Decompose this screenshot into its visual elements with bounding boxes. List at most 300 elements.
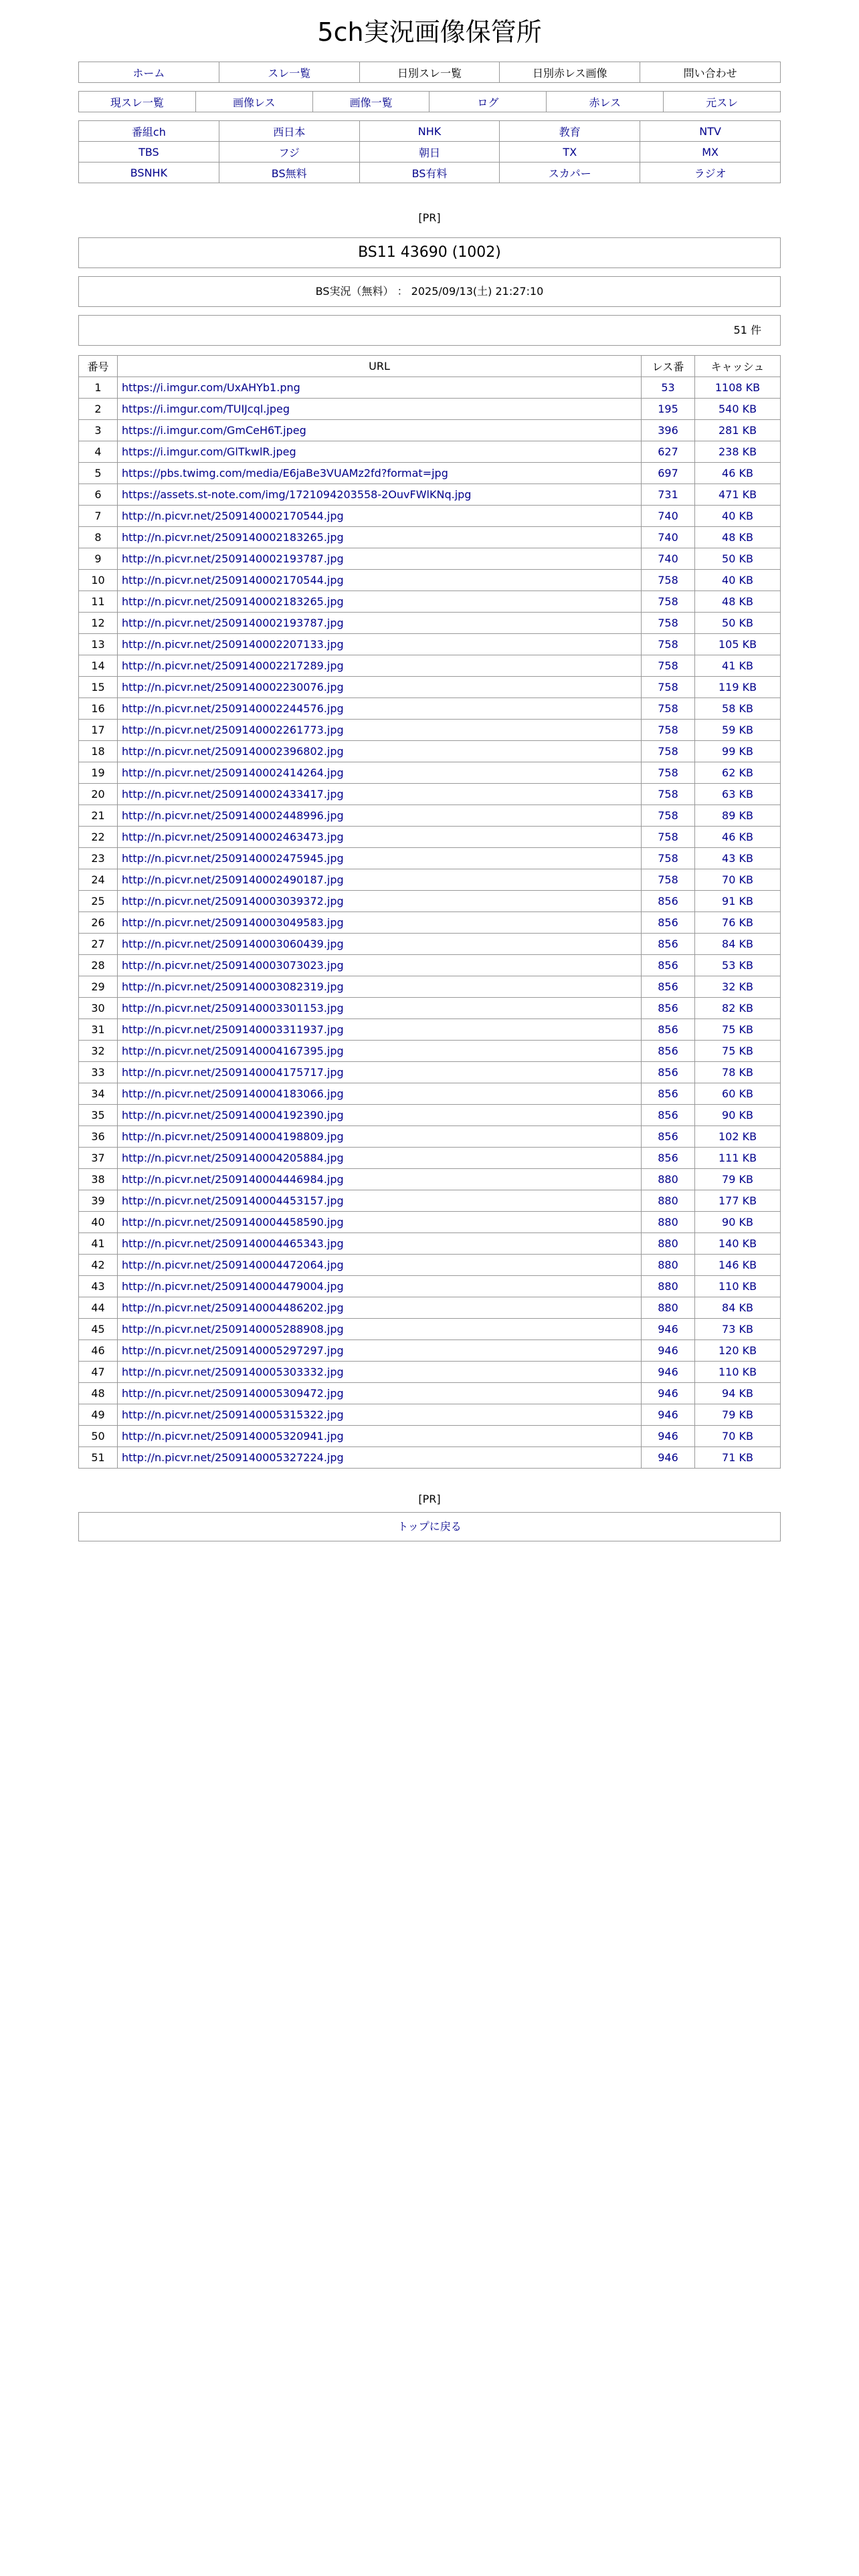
image-url-cell[interactable]: [118, 484, 642, 506]
res-number-link[interactable]: 856: [658, 1130, 678, 1143]
sub-nav-item-1-link[interactable]: 画像レス: [232, 96, 276, 109]
channel-item-cell[interactable]: [359, 121, 500, 142]
image-url-link[interactable]: http://n.picvr.net/2509140002230076.jpg: [122, 681, 344, 693]
res-number-cell[interactable]: [642, 655, 695, 677]
channel-item-cell[interactable]: [359, 142, 500, 163]
res-number-cell[interactable]: [642, 1105, 695, 1126]
cache-size-link[interactable]: 79 KB: [722, 1173, 753, 1186]
image-url-cell[interactable]: [118, 1233, 642, 1255]
image-url-link[interactable]: http://n.picvr.net/2509140005309472.jpg: [122, 1387, 344, 1400]
cache-size-cell[interactable]: [695, 677, 781, 698]
main-nav-item-0-link[interactable]: ホーム: [132, 66, 165, 80]
res-number-link[interactable]: 946: [658, 1451, 678, 1464]
cache-size-link[interactable]: 140 KB: [718, 1237, 757, 1250]
res-number-link[interactable]: 856: [658, 938, 678, 950]
res-number-cell[interactable]: [642, 399, 695, 420]
cache-size-link[interactable]: 90 KB: [722, 1109, 753, 1121]
image-url-link[interactable]: http://n.picvr.net/2509140002414264.jpg: [122, 766, 344, 779]
main-nav-item-1-link[interactable]: スレ一覧: [268, 66, 311, 80]
res-number-cell[interactable]: [642, 998, 695, 1019]
cache-size-cell[interactable]: [695, 399, 781, 420]
channel-item-link[interactable]: BS無料: [271, 167, 307, 180]
cache-size-cell[interactable]: [695, 998, 781, 1019]
res-number-link[interactable]: 758: [658, 831, 678, 843]
image-url-link[interactable]: http://n.picvr.net/2509140004458590.jpg: [122, 1216, 344, 1228]
channel-item-link[interactable]: NTV: [699, 124, 721, 138]
res-number-link[interactable]: 946: [658, 1387, 678, 1400]
image-url-cell[interactable]: [118, 1105, 642, 1126]
image-url-cell[interactable]: [118, 420, 642, 441]
res-number-cell[interactable]: [642, 955, 695, 976]
cache-size-cell[interactable]: [695, 463, 781, 484]
image-url-cell[interactable]: [118, 1062, 642, 1083]
res-number-link[interactable]: 880: [658, 1259, 678, 1271]
res-number-link[interactable]: 758: [658, 659, 678, 672]
res-number-link[interactable]: 856: [658, 1152, 678, 1164]
cache-size-link[interactable]: 146 KB: [718, 1259, 757, 1271]
cache-size-link[interactable]: 91 KB: [722, 895, 753, 907]
cache-size-link[interactable]: 46 KB: [722, 467, 753, 479]
image-url-cell[interactable]: [118, 720, 642, 741]
cache-size-link[interactable]: 110 KB: [718, 1366, 757, 1378]
res-number-cell[interactable]: [642, 1340, 695, 1362]
cache-size-cell[interactable]: [695, 1041, 781, 1062]
cache-size-link[interactable]: 48 KB: [722, 531, 753, 544]
cache-size-link[interactable]: 58 KB: [722, 702, 753, 715]
res-number-cell[interactable]: [642, 1297, 695, 1319]
image-url-cell[interactable]: [118, 869, 642, 891]
image-url-link[interactable]: http://n.picvr.net/2509140002490187.jpg: [122, 873, 344, 886]
image-url-cell[interactable]: [118, 1019, 642, 1041]
res-number-cell[interactable]: [642, 1083, 695, 1105]
res-number-cell[interactable]: [642, 720, 695, 741]
image-url-cell[interactable]: [118, 570, 642, 591]
image-url-cell[interactable]: [118, 441, 642, 463]
image-url-cell[interactable]: [118, 1383, 642, 1404]
cache-size-link[interactable]: 73 KB: [722, 1323, 753, 1335]
res-number-link[interactable]: 946: [658, 1366, 678, 1378]
image-url-cell[interactable]: [118, 1319, 642, 1340]
image-url-link[interactable]: http://n.picvr.net/2509140004446984.jpg: [122, 1173, 344, 1186]
channel-item-cell[interactable]: [219, 121, 359, 142]
res-number-cell[interactable]: [642, 1362, 695, 1383]
res-number-link[interactable]: 946: [658, 1323, 678, 1335]
image-url-cell[interactable]: [118, 741, 642, 762]
cache-size-link[interactable]: 50 KB: [722, 617, 753, 629]
cache-size-cell[interactable]: [695, 1126, 781, 1148]
cache-size-link[interactable]: 78 KB: [722, 1066, 753, 1079]
sub-nav-item-5-link[interactable]: 元スレ: [706, 96, 739, 109]
image-url-link[interactable]: https://i.imgur.com/GlTkwlR.jpeg: [122, 445, 296, 458]
res-number-link[interactable]: 396: [658, 424, 678, 437]
res-number-link[interactable]: 758: [658, 702, 678, 715]
main-nav-item-1-cell[interactable]: [219, 62, 359, 83]
image-url-link[interactable]: https://pbs.twimg.com/media/E6jaBe3VUAMz2fd?format=jpg: [122, 467, 448, 479]
res-number-cell[interactable]: [642, 805, 695, 827]
res-number-link[interactable]: 758: [658, 766, 678, 779]
image-url-cell[interactable]: [118, 377, 642, 399]
image-url-link[interactable]: http://n.picvr.net/2509140004465343.jpg: [122, 1237, 344, 1250]
cache-size-cell[interactable]: [695, 1276, 781, 1297]
cache-size-cell[interactable]: [695, 548, 781, 570]
res-number-cell[interactable]: [642, 1041, 695, 1062]
cache-size-link[interactable]: 99 KB: [722, 745, 753, 758]
cache-size-cell[interactable]: [695, 1340, 781, 1362]
image-url-link[interactable]: http://n.picvr.net/2509140005315322.jpg: [122, 1408, 344, 1421]
image-url-cell[interactable]: [118, 1362, 642, 1383]
cache-size-link[interactable]: 70 KB: [722, 873, 753, 886]
cache-size-cell[interactable]: [695, 655, 781, 677]
res-number-link[interactable]: 856: [658, 1023, 678, 1036]
res-number-link[interactable]: 740: [658, 510, 678, 522]
image-url-cell[interactable]: [118, 1276, 642, 1297]
image-url-link[interactable]: http://n.picvr.net/2509140002183265.jpg: [122, 595, 344, 608]
res-number-cell[interactable]: [642, 484, 695, 506]
image-url-cell[interactable]: [118, 827, 642, 848]
sub-nav-item-2-cell[interactable]: [312, 92, 430, 112]
image-url-link[interactable]: http://n.picvr.net/2509140002463473.jpg: [122, 831, 344, 843]
res-number-cell[interactable]: [642, 1062, 695, 1083]
image-url-cell[interactable]: [118, 891, 642, 912]
cache-size-link[interactable]: 102 KB: [718, 1130, 757, 1143]
cache-size-link[interactable]: 62 KB: [722, 766, 753, 779]
image-url-link[interactable]: http://n.picvr.net/2509140004453157.jpg: [122, 1194, 344, 1207]
image-url-link[interactable]: http://n.picvr.net/2509140004167395.jpg: [122, 1045, 344, 1057]
sub-nav-item-3-link[interactable]: ログ: [477, 96, 499, 109]
cache-size-link[interactable]: 46 KB: [722, 831, 753, 843]
image-url-link[interactable]: https://assets.st-note.com/img/1721094203558-2OuvFWlKNq.jpg: [122, 488, 472, 501]
res-number-cell[interactable]: [642, 1383, 695, 1404]
res-number-link[interactable]: 880: [658, 1194, 678, 1207]
channel-item-link[interactable]: スカパー: [548, 167, 591, 180]
image-url-cell[interactable]: [118, 698, 642, 720]
res-number-cell[interactable]: [642, 1212, 695, 1233]
channel-item-cell[interactable]: [500, 163, 640, 183]
image-url-cell[interactable]: [118, 399, 642, 420]
image-url-cell[interactable]: [118, 1404, 642, 1426]
cache-size-cell[interactable]: [695, 869, 781, 891]
cache-size-link[interactable]: 177 KB: [718, 1194, 757, 1207]
back-to-top-link[interactable]: トップに戻る: [397, 1520, 462, 1533]
res-number-cell[interactable]: [642, 869, 695, 891]
image-url-link[interactable]: http://n.picvr.net/2509140002244576.jpg: [122, 702, 344, 715]
channel-item-link[interactable]: TX: [563, 145, 577, 158]
image-url-cell[interactable]: [118, 1126, 642, 1148]
cache-size-cell[interactable]: [695, 506, 781, 527]
res-number-link[interactable]: 856: [658, 1045, 678, 1057]
cache-size-cell[interactable]: [695, 955, 781, 976]
res-number-link[interactable]: 740: [658, 531, 678, 544]
cache-size-link[interactable]: 40 KB: [722, 510, 753, 522]
cache-size-cell[interactable]: [695, 613, 781, 634]
channel-item-link[interactable]: BS有料: [411, 167, 448, 180]
cache-size-link[interactable]: 43 KB: [722, 852, 753, 865]
image-url-link[interactable]: http://n.picvr.net/2509140005297297.jpg: [122, 1344, 344, 1357]
res-number-cell[interactable]: [642, 1126, 695, 1148]
res-number-cell[interactable]: [642, 1148, 695, 1169]
image-url-cell[interactable]: [118, 1426, 642, 1447]
cache-size-cell[interactable]: [695, 1019, 781, 1041]
channel-item-link[interactable]: MX: [702, 145, 719, 158]
res-number-cell[interactable]: [642, 912, 695, 934]
cache-size-link[interactable]: 32 KB: [722, 980, 753, 993]
cache-size-link[interactable]: 238 KB: [718, 445, 757, 458]
cache-size-link[interactable]: 94 KB: [722, 1387, 753, 1400]
channel-item-link[interactable]: ラジオ: [694, 167, 727, 180]
image-url-link[interactable]: http://n.picvr.net/2509140002170544.jpg: [122, 510, 344, 522]
image-url-cell[interactable]: [118, 1190, 642, 1212]
res-number-link[interactable]: 856: [658, 1109, 678, 1121]
cache-size-link[interactable]: 540 KB: [718, 403, 757, 415]
cache-size-link[interactable]: 70 KB: [722, 1430, 753, 1442]
res-number-cell[interactable]: [642, 463, 695, 484]
sub-nav-item-4-link[interactable]: 赤レス: [589, 96, 621, 109]
sub-nav-item-2-link[interactable]: 画像一覧: [349, 96, 393, 109]
image-url-link[interactable]: http://n.picvr.net/2509140003060439.jpg: [122, 938, 344, 950]
res-number-cell[interactable]: [642, 1169, 695, 1190]
image-url-link[interactable]: http://n.picvr.net/2509140002217289.jpg: [122, 659, 344, 672]
res-number-cell[interactable]: [642, 1404, 695, 1426]
image-url-cell[interactable]: [118, 955, 642, 976]
sub-nav-item-0-cell[interactable]: [79, 92, 196, 112]
cache-size-cell[interactable]: [695, 720, 781, 741]
res-number-link[interactable]: 946: [658, 1408, 678, 1421]
cache-size-cell[interactable]: [695, 1319, 781, 1340]
image-url-cell[interactable]: [118, 784, 642, 805]
image-url-cell[interactable]: [118, 634, 642, 655]
cache-size-cell[interactable]: [695, 1255, 781, 1276]
res-number-cell[interactable]: [642, 891, 695, 912]
res-number-link[interactable]: 195: [658, 403, 678, 415]
channel-item-cell[interactable]: [359, 163, 500, 183]
channel-item-cell[interactable]: [500, 142, 640, 163]
res-number-link[interactable]: 758: [658, 617, 678, 629]
res-number-link[interactable]: 856: [658, 1066, 678, 1079]
cache-size-link[interactable]: 60 KB: [722, 1087, 753, 1100]
res-number-cell[interactable]: [642, 506, 695, 527]
cache-size-cell[interactable]: [695, 976, 781, 998]
image-url-link[interactable]: http://n.picvr.net/2509140003073023.jpg: [122, 959, 344, 972]
image-url-link[interactable]: https://i.imgur.com/GmCeH6T.jpeg: [122, 424, 306, 437]
cache-size-cell[interactable]: [695, 1148, 781, 1169]
image-url-cell[interactable]: [118, 912, 642, 934]
res-number-cell[interactable]: [642, 784, 695, 805]
channel-item-cell[interactable]: [500, 121, 640, 142]
cache-size-link[interactable]: 40 KB: [722, 574, 753, 586]
image-url-link[interactable]: http://n.picvr.net/2509140004192390.jpg: [122, 1109, 344, 1121]
channel-item-link[interactable]: 番組ch: [131, 125, 166, 138]
res-number-cell[interactable]: [642, 1019, 695, 1041]
res-number-cell[interactable]: [642, 548, 695, 570]
image-url-cell[interactable]: [118, 934, 642, 955]
image-url-cell[interactable]: [118, 1297, 642, 1319]
res-number-link[interactable]: 856: [658, 980, 678, 993]
image-url-link[interactable]: http://n.picvr.net/2509140004205884.jpg: [122, 1152, 344, 1164]
cache-size-link[interactable]: 53 KB: [722, 959, 753, 972]
cache-size-cell[interactable]: [695, 784, 781, 805]
res-number-cell[interactable]: [642, 934, 695, 955]
res-number-cell[interactable]: [642, 527, 695, 548]
res-number-cell[interactable]: [642, 1233, 695, 1255]
res-number-cell[interactable]: [642, 741, 695, 762]
cache-size-link[interactable]: 105 KB: [718, 638, 757, 651]
image-url-link[interactable]: http://n.picvr.net/2509140005288908.jpg: [122, 1323, 344, 1335]
cache-size-cell[interactable]: [695, 1297, 781, 1319]
res-number-link[interactable]: 740: [658, 552, 678, 565]
cache-size-cell[interactable]: [695, 912, 781, 934]
res-number-link[interactable]: 758: [658, 638, 678, 651]
cache-size-cell[interactable]: [695, 1105, 781, 1126]
image-url-link[interactable]: http://n.picvr.net/2509140004486202.jpg: [122, 1301, 344, 1314]
cache-size-link[interactable]: 110 KB: [718, 1280, 757, 1293]
image-url-link[interactable]: http://n.picvr.net/2509140002193787.jpg: [122, 617, 344, 629]
cache-size-link[interactable]: 1108 KB: [714, 381, 761, 394]
cache-size-cell[interactable]: [695, 698, 781, 720]
cache-size-link[interactable]: 75 KB: [722, 1045, 753, 1057]
cache-size-cell[interactable]: [695, 634, 781, 655]
res-number-cell[interactable]: [642, 976, 695, 998]
cache-size-cell[interactable]: [695, 1190, 781, 1212]
image-url-cell[interactable]: [118, 1148, 642, 1169]
cache-size-link[interactable]: 90 KB: [722, 1216, 753, 1228]
image-url-cell[interactable]: [118, 677, 642, 698]
channel-item-cell[interactable]: [640, 142, 781, 163]
res-number-link[interactable]: 758: [658, 873, 678, 886]
image-url-link[interactable]: http://n.picvr.net/2509140002207133.jpg: [122, 638, 344, 651]
image-url-cell[interactable]: [118, 762, 642, 784]
sub-nav-item-4-cell[interactable]: [547, 92, 664, 112]
cache-size-link[interactable]: 120 KB: [718, 1344, 757, 1357]
cache-size-cell[interactable]: [695, 441, 781, 463]
res-number-link[interactable]: 53: [661, 381, 675, 394]
image-url-link[interactable]: http://n.picvr.net/2509140004472064.jpg: [122, 1259, 344, 1271]
res-number-link[interactable]: 880: [658, 1173, 678, 1186]
image-url-link[interactable]: http://n.picvr.net/2509140002396802.jpg: [122, 745, 344, 758]
image-url-link[interactable]: http://n.picvr.net/2509140002183265.jpg: [122, 531, 344, 544]
cache-size-link[interactable]: 76 KB: [722, 916, 753, 929]
channel-item-link[interactable]: 西日本: [273, 125, 306, 138]
cache-size-cell[interactable]: [695, 484, 781, 506]
res-number-link[interactable]: 856: [658, 959, 678, 972]
res-number-cell[interactable]: [642, 698, 695, 720]
res-number-link[interactable]: 880: [658, 1237, 678, 1250]
cache-size-link[interactable]: 71 KB: [722, 1451, 753, 1464]
cache-size-cell[interactable]: [695, 1426, 781, 1447]
image-url-link[interactable]: http://n.picvr.net/2509140003082319.jpg: [122, 980, 344, 993]
cache-size-cell[interactable]: [695, 1083, 781, 1105]
cache-size-cell[interactable]: [695, 591, 781, 613]
res-number-cell[interactable]: [642, 827, 695, 848]
cache-size-link[interactable]: 84 KB: [722, 1301, 753, 1314]
image-url-cell[interactable]: [118, 1255, 642, 1276]
image-url-link[interactable]: https://i.imgur.com/UxAHYb1.png: [122, 381, 300, 394]
image-url-link[interactable]: http://n.picvr.net/2509140003039372.jpg: [122, 895, 344, 907]
cache-size-link[interactable]: 75 KB: [722, 1023, 753, 1036]
channel-item-link[interactable]: TBS: [138, 145, 159, 158]
cache-size-cell[interactable]: [695, 741, 781, 762]
res-number-cell[interactable]: [642, 1319, 695, 1340]
res-number-link[interactable]: 627: [658, 445, 678, 458]
main-nav-item-0-cell[interactable]: [79, 62, 219, 83]
cache-size-link[interactable]: 471 KB: [718, 488, 757, 501]
cache-size-link[interactable]: 79 KB: [722, 1408, 753, 1421]
cache-size-link[interactable]: 48 KB: [722, 595, 753, 608]
image-url-cell[interactable]: [118, 506, 642, 527]
res-number-link[interactable]: 758: [658, 788, 678, 800]
res-number-cell[interactable]: [642, 1426, 695, 1447]
channel-item-cell[interactable]: [79, 142, 219, 163]
res-number-cell[interactable]: [642, 1255, 695, 1276]
image-url-cell[interactable]: [118, 613, 642, 634]
res-number-link[interactable]: 856: [658, 916, 678, 929]
channel-item-cell[interactable]: [79, 163, 219, 183]
cache-size-cell[interactable]: [695, 570, 781, 591]
image-url-link[interactable]: http://n.picvr.net/2509140003049583.jpg: [122, 916, 344, 929]
cache-size-link[interactable]: 59 KB: [722, 724, 753, 736]
res-number-link[interactable]: 946: [658, 1344, 678, 1357]
cache-size-link[interactable]: 89 KB: [722, 809, 753, 822]
cache-size-cell[interactable]: [695, 377, 781, 399]
image-url-link[interactable]: http://n.picvr.net/2509140003311937.jpg: [122, 1023, 344, 1036]
cache-size-cell[interactable]: [695, 827, 781, 848]
image-url-link[interactable]: http://n.picvr.net/2509140002475945.jpg: [122, 852, 344, 865]
res-number-cell[interactable]: [642, 1447, 695, 1469]
image-url-link[interactable]: http://n.picvr.net/2509140005327224.jpg: [122, 1451, 344, 1464]
image-url-cell[interactable]: [118, 1212, 642, 1233]
image-url-cell[interactable]: [118, 848, 642, 869]
cache-size-cell[interactable]: [695, 1233, 781, 1255]
cache-size-cell[interactable]: [695, 1383, 781, 1404]
res-number-link[interactable]: 880: [658, 1301, 678, 1314]
res-number-link[interactable]: 758: [658, 852, 678, 865]
image-url-link[interactable]: http://n.picvr.net/2509140002448996.jpg: [122, 809, 344, 822]
channel-item-cell[interactable]: [640, 121, 781, 142]
cache-size-cell[interactable]: [695, 891, 781, 912]
image-url-link[interactable]: http://n.picvr.net/2509140005303332.jpg: [122, 1366, 344, 1378]
cache-size-link[interactable]: 41 KB: [722, 659, 753, 672]
sub-nav-item-0-link[interactable]: 現スレ一覧: [110, 96, 164, 109]
cache-size-cell[interactable]: [695, 1212, 781, 1233]
cache-size-link[interactable]: 84 KB: [722, 938, 753, 950]
res-number-cell[interactable]: [642, 377, 695, 399]
channel-item-link[interactable]: NHK: [417, 124, 442, 138]
cache-size-link[interactable]: 111 KB: [718, 1152, 757, 1164]
res-number-link[interactable]: 731: [658, 488, 678, 501]
cache-size-link[interactable]: 281 KB: [718, 424, 757, 437]
cache-size-link[interactable]: 63 KB: [722, 788, 753, 800]
image-url-cell[interactable]: [118, 998, 642, 1019]
cache-size-cell[interactable]: [695, 420, 781, 441]
res-number-cell[interactable]: [642, 420, 695, 441]
image-url-link[interactable]: http://n.picvr.net/2509140002193787.jpg: [122, 552, 344, 565]
cache-size-cell[interactable]: [695, 1169, 781, 1190]
res-number-link[interactable]: 758: [658, 595, 678, 608]
image-url-link[interactable]: http://n.picvr.net/2509140004198809.jpg: [122, 1130, 344, 1143]
res-number-link[interactable]: 758: [658, 681, 678, 693]
res-number-cell[interactable]: [642, 762, 695, 784]
image-url-link[interactable]: http://n.picvr.net/2509140004479004.jpg: [122, 1280, 344, 1293]
cache-size-cell[interactable]: [695, 762, 781, 784]
image-url-link[interactable]: http://n.picvr.net/2509140002261773.jpg: [122, 724, 344, 736]
res-number-cell[interactable]: [642, 848, 695, 869]
sub-nav-item-5-cell[interactable]: [664, 92, 781, 112]
image-url-link[interactable]: https://i.imgur.com/TUIJcql.jpeg: [122, 403, 290, 415]
image-url-cell[interactable]: [118, 976, 642, 998]
channel-item-link[interactable]: BSNHK: [130, 166, 168, 179]
channel-item-cell[interactable]: [219, 142, 359, 163]
image-url-cell[interactable]: [118, 655, 642, 677]
res-number-link[interactable]: 880: [658, 1280, 678, 1293]
